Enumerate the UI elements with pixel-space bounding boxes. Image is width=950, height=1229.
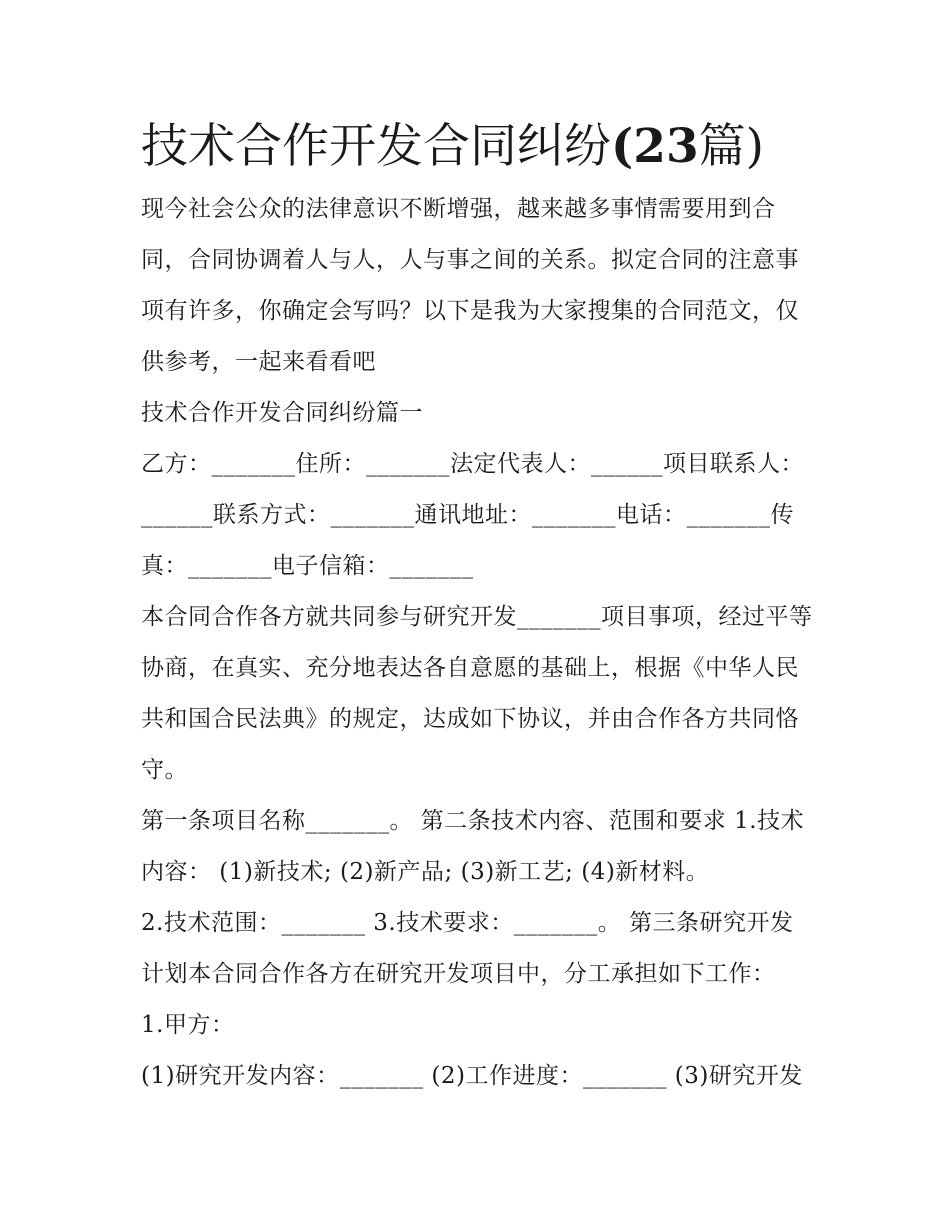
document-title: 技术合作开发合同纠纷(23篇) <box>141 119 764 174</box>
section-heading: 技术合作开发合同纠纷篇一 <box>141 400 423 426</box>
party-a-tasks-paragraph: (1)研究开发内容：_______ (2)工作进度：_______ (3)研究开发 <box>141 1063 803 1089</box>
intro-paragraph: 现今社会公众的法律意识不断增强，越来越多事情需要用到合同，合同协调着人与人，人与事之间的关系。拟定合同的注意事项有许多，你确定会写吗？以下是我为大家搜集的合同范文，仅供参考，一起来看看吧 <box>141 196 799 375</box>
party-a-heading: 1.甲方： <box>141 1012 235 1038</box>
document-body <box>141 118 813 1102</box>
article-three-paragraph: 2.技术范围：_______ 3.技术要求：_______。 第三条研究开发计划本合同合作各方在研究开发项目中，分工承担如下工作： <box>141 910 794 987</box>
title-count: (23 <box>611 119 699 174</box>
article-one-two-paragraph: 第一条项目名称_______。 第二条技术内容、范围和要求 1.技术内容： (1)新技术; (2)新产品; (3)新工艺; (4)新材料。 <box>141 808 805 885</box>
agreement-paragraph: 本合同合作各方就共同参与研究开发_______项目事项，经过平等协商，在真实、充分地表达各自意愿的基础上，根据《中华人民共和国合民法典》的规定，达成如下协议，并由合作各方共同恪守。 <box>141 604 813 783</box>
party-info-paragraph: 乙方：_______住所：_______法定代表人：______项目联系人：______联系方式：_______通讯地址：_______电话：_______传真：_______电子信箱：_______ <box>141 451 804 579</box>
